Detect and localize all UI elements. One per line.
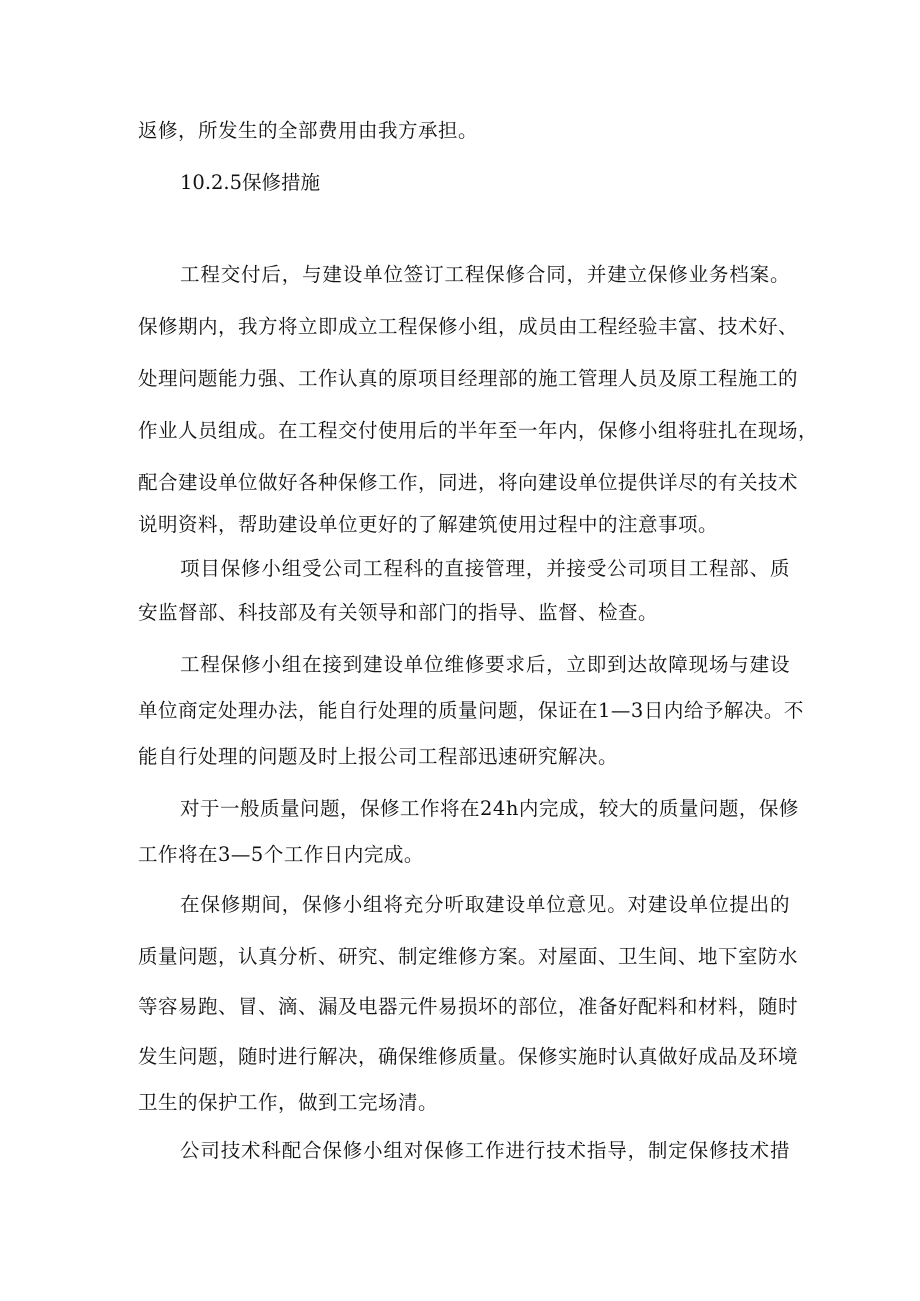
section-heading: 10.2.5保修措施 bbox=[180, 171, 321, 194]
paragraph-line: 处理问题能力强、工作认真的原项目经理部的施工管理人员及原工程施工的 bbox=[138, 367, 799, 390]
paragraph-line: 单位商定处理办法，能自行处理的质量问题，保证在1—3日内给予解决。不 bbox=[138, 699, 804, 722]
paragraph-line: 质量问题，认真分析、研究、制定维修方案。对屋面、卫生间、地下室防水 bbox=[138, 945, 799, 968]
paragraph-line: 保修期内，我方将立即成立工程保修小组，成员由工程经验丰富、技术好、 bbox=[138, 315, 799, 338]
paragraph-line: 能自行处理的问题及时上报公司工程部迅速研究解决。 bbox=[138, 745, 619, 768]
paragraph-line: 工程交付后，与建设单位签订工程保修合同，并建立保修业务档案。 bbox=[180, 263, 790, 286]
paragraph-line: 在保修期间，保修小组将充分听取建设单位意见。对建设单位提出的 bbox=[180, 893, 790, 916]
paragraph-line: 说明资料，帮助建设单位更好的了解建筑使用过程中的注意事项。 bbox=[138, 513, 719, 536]
paragraph-line: 工作将在3—5个工作日内完成。 bbox=[138, 843, 424, 866]
paragraph-line: 对于一般质量问题，保修工作将在24h内完成，较大的质量问题，保修 bbox=[180, 797, 799, 820]
paragraph-line: 作业人员组成。在工程交付使用后的半年至一年内，保修小组将驻扎在现场， bbox=[138, 419, 819, 442]
paragraph-line: 返修，所发生的全部费用由我方承担。 bbox=[138, 119, 479, 142]
paragraph-line: 配合建设单位做好各种保修工作，同进，将向建设单位提供详尽的有关技术 bbox=[138, 471, 799, 494]
paragraph-line: 卫生的保护工作，做到工完场清。 bbox=[138, 1091, 439, 1114]
paragraph-line: 项目保修小组受公司工程科的直接管理，并接受公司项目工程部、质 bbox=[180, 557, 790, 580]
paragraph-line: 安监督部、科技部及有关领导和部门的指导、监督、检查。 bbox=[138, 601, 659, 624]
paragraph-line: 发生问题，随时进行解决，确保维修质量。保修实施时认真做好成品及环境 bbox=[138, 1045, 799, 1068]
paragraph-line: 工程保修小组在接到建设单位维修要求后，立即到达故障现场与建设 bbox=[180, 653, 790, 676]
paragraph-line: 等容易跑、冒、滴、漏及电器元件易损坏的部位，准备好配料和材料，随时 bbox=[138, 995, 799, 1018]
paragraph-line: 公司技术科配合保修小组对保修工作进行技术指导，制定保修技术措 bbox=[180, 1139, 790, 1162]
